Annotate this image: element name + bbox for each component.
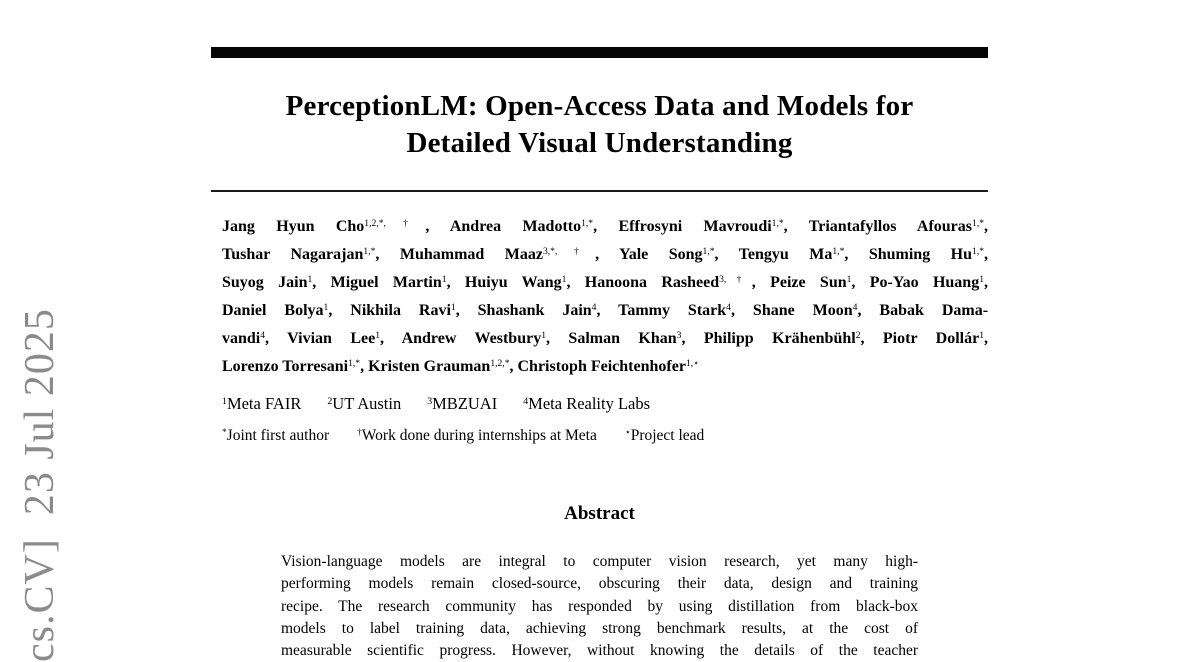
author-line: Tushar Nagarajan$^{1,*}$, Muhammad Maaz$^{3,*,\dagger}$, Yale Song$^{1,*}$, Tengyu $Ma^{1,*}$, Shuming $Hu^{1,*}$, [222,245,989,263]
arxiv-watermark: cs.CV] 23 Jul 2025 [17,308,63,662]
superscript-marker: 1 [375,329,381,341]
superscript-marker: 1 [222,395,227,407]
superscript-marker: 1,2,*,† [364,217,426,229]
abstract-line: Vision-language models are integral to computer vision research, yet many high- [281,553,918,570]
superscript-marker: 1 [561,273,567,285]
footnote-item: ⋆Project lead [624,427,705,444]
paper-title [211,88,988,162]
author-line: Jang Hyun Cho$^{1,2,*,\dagger}$, Andrea Madotto$^{1,*}$, Effrosyni Mavroudi$^{1,*}$, Triantafyllos Afouras$^{1,*}$, [222,217,989,235]
author-line: Suyog Jain$^1$, Miguel Martin$^1$, Huiyu Wang$^1$, Hanoona Rasheed$^{3,\dagger}$, Peize Sun$^1$, Po-Yao Huang$^1$, [222,273,988,291]
superscript-marker: 4 [852,301,858,313]
superscript-marker: 2 [855,329,861,341]
paper-title-line2: Detailed Visual Understanding [406,127,793,159]
superscript-marker: 1,* [771,217,784,229]
abstract-text [281,551,918,662]
superscript-marker: 1,⋆ [685,357,700,369]
superscript-marker: 3 [676,329,682,341]
superscript-marker: 1 [323,301,329,313]
paper-title-line1: PerceptionLM: Open-Access Data and Models for [285,90,914,122]
superscript-marker: 2 [327,395,333,407]
author-line: Daniel Bolya$^1$, Nikhila Ravi$^1$, Shashank Jain$^4$, Tammy Stark$^4$, Shane Moon$^4$, Babak Dama- [222,301,989,319]
author-footnotes [222,425,988,447]
author-line: vandi$^4$, Vivian Lee$^1$, Andrew Westbury$^1$, Salman Khan$^3$, Philipp Krähenbühl$^2$, Piotr Dollár$^1$, [222,329,989,347]
footnote-item: †Work done during internships at Meta [357,427,597,444]
affiliation-item: $^2$UT Austin [327,394,402,413]
title-rule-thin [211,190,988,192]
affiliations [222,393,988,415]
superscript-marker: 3,*,† [542,245,596,257]
abstract-line: models to label training data, achieving strong benchmark results, at the cost of [281,619,918,637]
superscript-marker: 4 [260,329,266,341]
superscript-marker: 1,* [832,245,845,257]
superscript-marker: 4 [591,301,597,313]
superscript-marker: † [357,427,362,438]
superscript-marker: 4 [726,301,731,313]
superscript-marker: 1,* [363,245,376,257]
superscript-marker: 1,* [702,245,715,257]
superscript-marker: 1 [441,273,447,285]
superscript-marker: 1,2,* [490,357,510,369]
superscript-marker: * [222,427,227,438]
superscript-marker: ⋆ [624,427,631,438]
superscript-marker: 1,* [972,245,985,257]
author-list [222,213,988,381]
superscript-marker: 1 [846,273,852,285]
abstract-line: measurable scientific progress. However, without knowing the details of the teacher [281,642,918,660]
superscript-marker: 1 [979,329,985,341]
superscript-marker: 3 [427,395,433,407]
superscript-marker: 4 [523,395,529,407]
superscript-marker: 1 [307,273,313,285]
affiliation-item: $^4$Meta Reality Labs [523,394,651,413]
superscript-marker: 3,† [719,273,752,285]
title-rule-thick [211,47,988,58]
affiliation-item: $^3$MBZUAI [427,394,498,413]
superscript-marker: 1 [979,273,984,285]
abstract-heading: Abstract [564,503,635,524]
affiliation-item: $^1$Meta FAIR [222,394,302,413]
author-line: Lorenzo Torresani$^{1,*}$, Kristen Grauman$^{1,2,*}$, Christoph Feichtenhofer$^{1,⋆}$ [222,357,700,375]
superscript-marker: 1,* [581,217,594,229]
abstract-line: performing models remain closed-source, obscuring their data, design and training [281,575,918,593]
abstract-line: recipe. The research community has responded by using distillation from black-box [281,597,918,615]
footnote-item: *Joint first author [222,427,330,444]
superscript-marker: 1,* [348,357,361,369]
superscript-marker: 1 [541,329,546,341]
superscript-marker: 1 [450,301,456,313]
superscript-marker: 1,* [972,217,985,229]
